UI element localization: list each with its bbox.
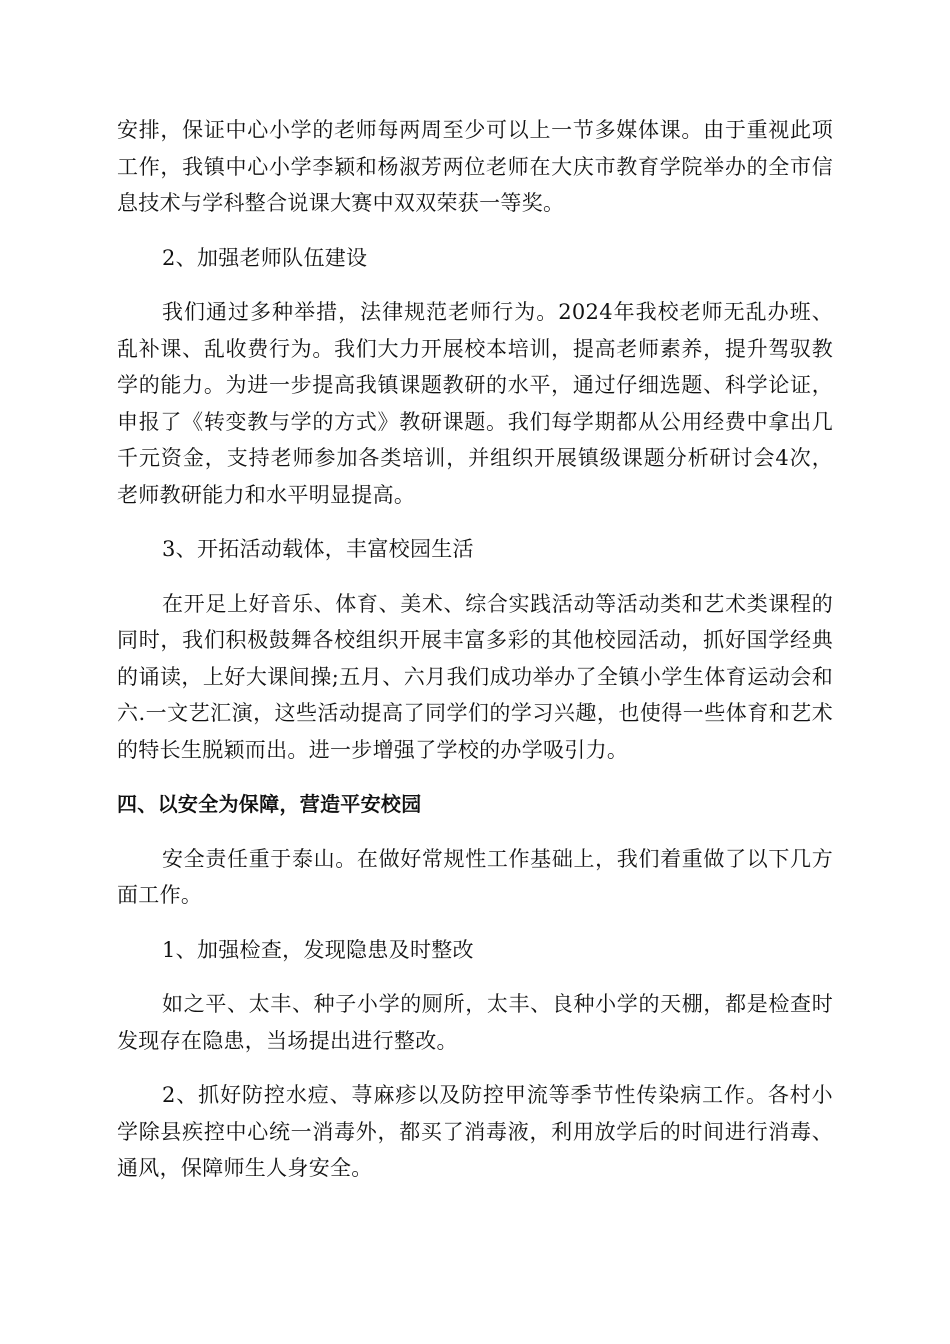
subheading-campus-activities: 3、开拓活动载体，丰富校园生活 — [162, 537, 474, 561]
paragraph-safety-intro: 安全责任重于泰山。在做好常规性工作基础上，我们着重做了以下几方面工作。 — [117, 846, 833, 907]
paragraph-inspection: 如之平、太丰、种子小学的厕所，太丰、良种小学的天棚，都是检查时发现存在隐患，当场提出进行整改。 — [117, 992, 833, 1053]
paragraph-continuation: 安排，保证中心小学的老师每两周至少可以上一节多媒体课。由于重视此项工作，我镇中心小学李颖和杨淑芳两位老师在大庆市教育学院举办的全市信息技术与学科整合说课大赛中双双荣获一等奖。 — [117, 118, 833, 215]
paragraph-disease-control: 2、抓好防控水痘、荨麻疹以及防控甲流等季节性传染病工作。各村小学除县疾控中心统一消毒外，都买了消毒液，利用放学后的时间进行消毒、通风，保障师生人身安全。 — [117, 1083, 833, 1180]
subheading-teacher-team: 2、加强老师队伍建设 — [162, 245, 368, 270]
paragraph-teacher-team: 我们通过多种举措，法律规范老师行为。2024年我校老师无乱办班、乱补课、乱收费行为。我们大力开展校本培训，提高老师素养，提升驾驭教学的能力。为进一步提高我镇课题教研的水平，通过仔细选题、科学论证，申报了《转变教与学的方式》教研课题。我们每学期都从公用经费中拿出几千元资金，支持老师参加各类培训，并组织开展镇级课题分析研讨会4次，老师教研能力和水平明显提高。 — [117, 300, 833, 507]
subheading-inspection: 1、加强检查，发现隐患及时整改 — [162, 937, 474, 962]
section-heading-safety: 四、以安全为保障，营造平安校园 — [117, 792, 422, 816]
paragraph-campus-activities: 在开足上好音乐、体育、美术、综合实践活动等活动类和艺术类课程的同时，我们积极鼓舞各校组织开展丰富多彩的其他校园活动，抓好国学经典的诵读，上好大课间操;五月、六月我们成功举办了全镇小学生体育运动会和六.一文艺汇演，这些活动提高了同学们的学习兴趣，也使得一些体育和艺术的特长生脱颖而出。进一步增强了学校的办学吸引力。 — [117, 591, 833, 762]
document-body — [117, 112, 833, 1187]
